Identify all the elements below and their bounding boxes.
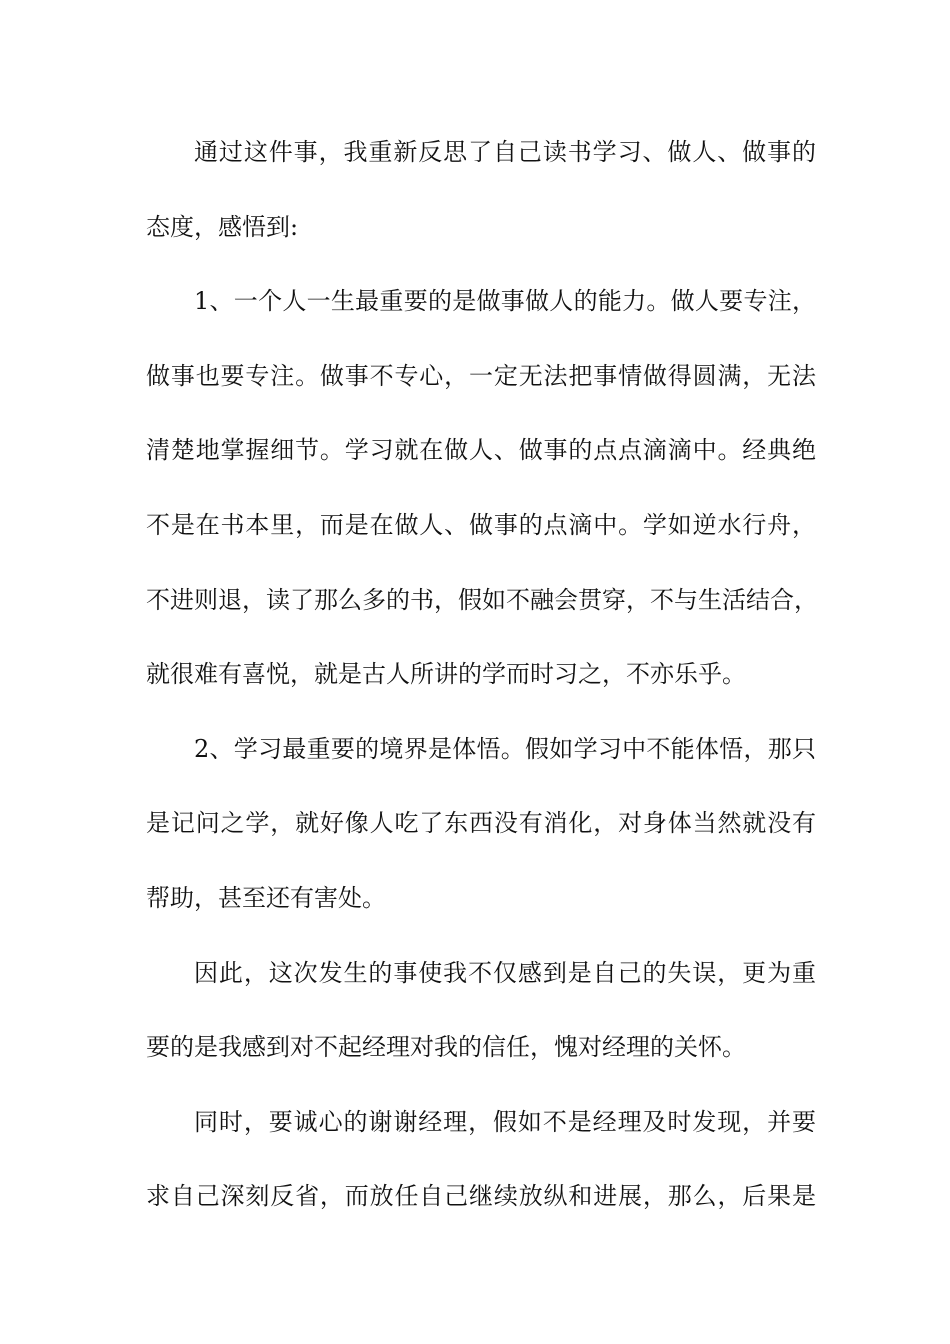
text-line: 就很难有喜悦，就是古人所讲的学而时习之，不亦乐乎。 [146, 660, 746, 689]
text-line: 2、学习最重要的境界是体悟。假如学习中不能体悟，那只 [194, 734, 816, 763]
text-line: 求自己深刻反省，而放任自己继续放纵和进展，那么，后果是 [146, 1182, 816, 1211]
text-line: 不是在书本里，而是在做人、做事的点滴中。学如逆水行舟， [146, 510, 816, 539]
text-line: 1、一个人一生最重要的是做事做人的能力。做人要专注， [194, 287, 816, 316]
text-line: 清楚地掌握细节。学习就在做人、做事的点点滴滴中。经典绝 [146, 436, 816, 465]
text-line: 帮助，甚至还有害处。 [146, 883, 386, 912]
text-line: 通过这件事，我重新反思了自己读书学习、做人、做事的 [194, 138, 816, 166]
text-line: 不进则退，读了那么多的书，假如不融会贯穿，不与生活结合， [146, 585, 818, 614]
text-line: 因此，这次发生的事使我不仅感到是自己的失误，更为重 [194, 958, 816, 987]
text-line: 做事也要专注。做事不专心，一定无法把事情做得圆满，无法 [146, 361, 816, 390]
text-line: 要的是我感到对不起经理对我的信任，愧对经理的关怀。 [146, 1033, 746, 1062]
text-line: 态度，感悟到: [146, 212, 299, 241]
document-body [146, 130, 816, 1249]
text-line: 是记问之学，就好像人吃了东西没有消化，对身体当然就没有 [146, 809, 816, 838]
text-line: 同时，要诚心的谢谢经理，假如不是经理及时发现，并要 [194, 1107, 816, 1136]
